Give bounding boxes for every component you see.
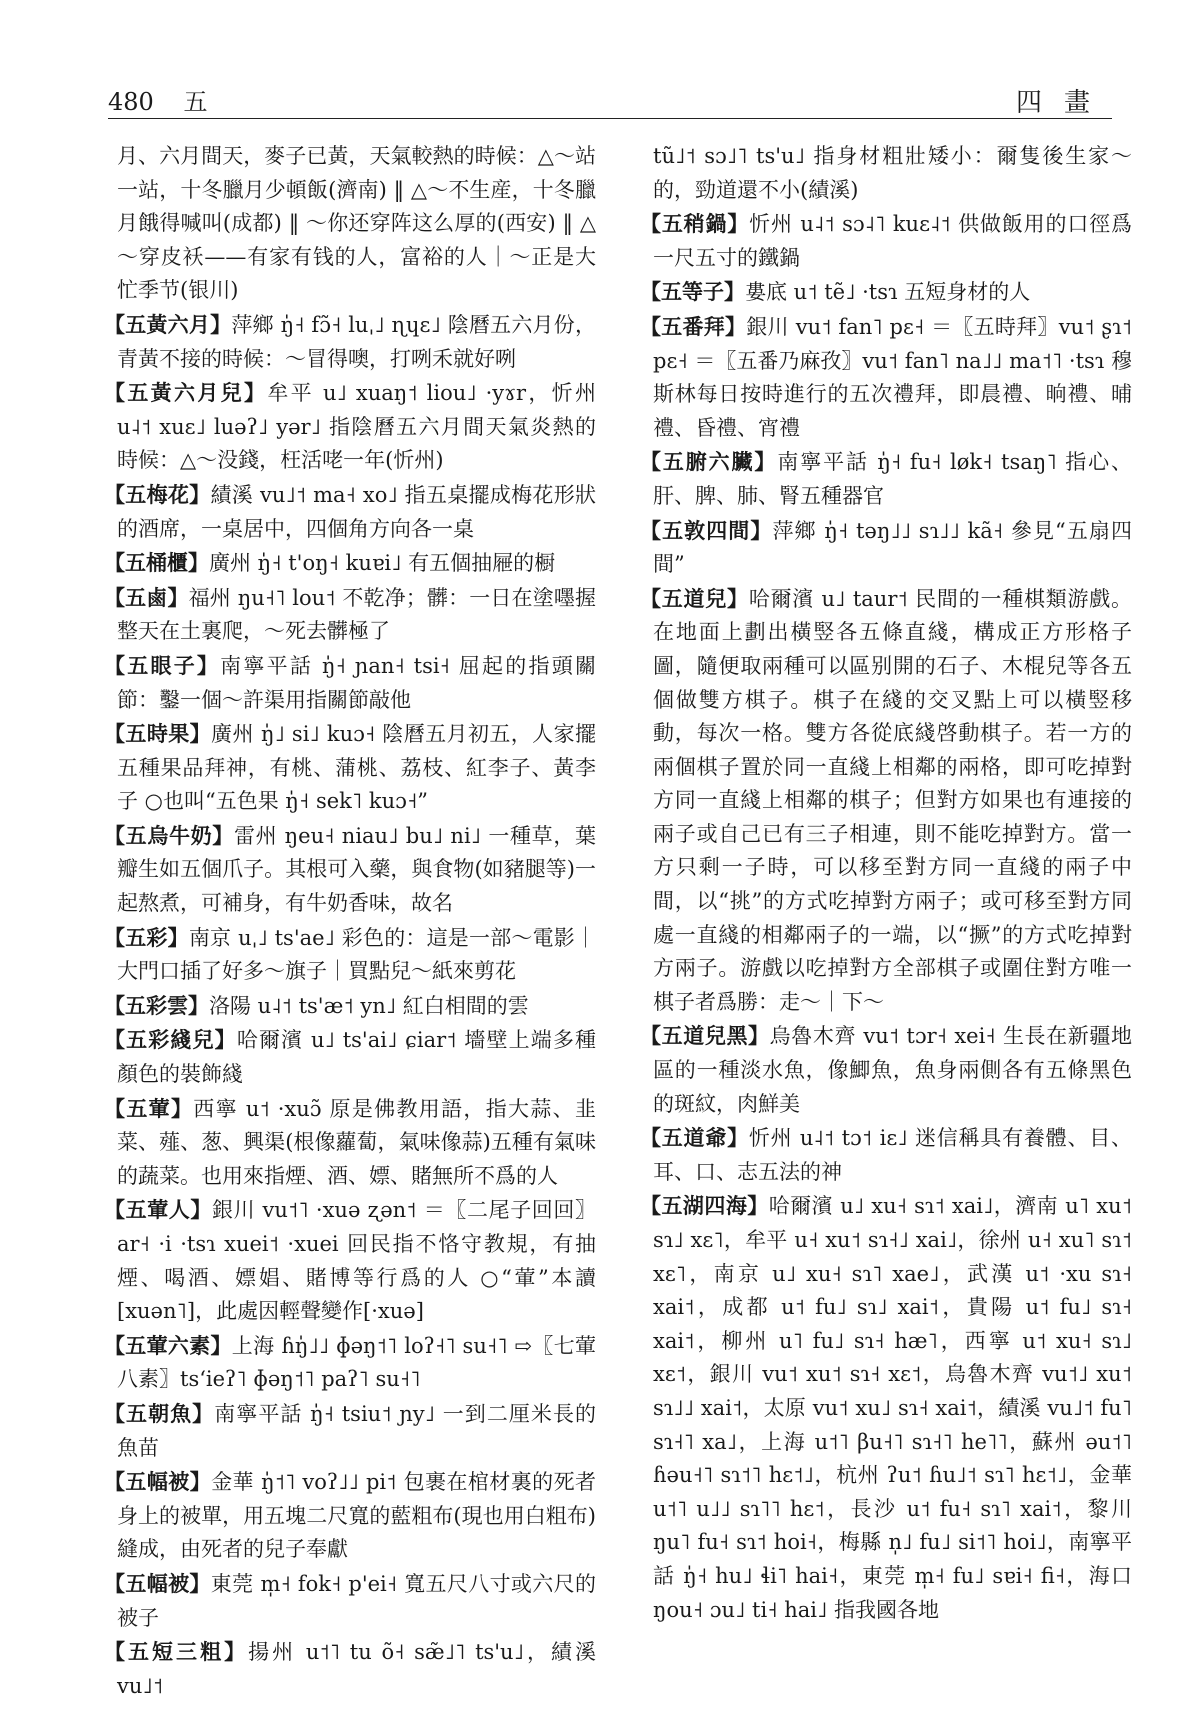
entry-text: 銀川 vu˦ fan˥ pɛ˧ ＝〖五時拜〗vu˦ ʂɿ˦ pɛ˧ ＝〖五番乃麻孜〗vu˦ fan˥ na˩˩ ma˦˥ ·tsɿ 穆斯林每日按時進行的五次禮拜，即晨禮、晌禮、晡禮、昏禮、宵禮 xyxy=(653,314,1133,440)
entry-headword: 【五腑六臟】 xyxy=(640,449,778,475)
dictionary-entry xyxy=(104,140,596,308)
entry-text: 南寧平話 ŋ̍˧ ɲan˧ tsi˧ 屈起的指頭關節：鑿一個～許渠用指關節敲他 xyxy=(117,653,596,712)
left-column xyxy=(104,140,596,1703)
entry-text: 銀川 vu˦˥ ·xuə ʐən˦ ＝〖二尾子回回〗 ar˧ ·i ·tsɿ xuei˦ ·xuei 回民指不恪守教規，有抽煙、喝酒、嫖娼、賭博等行爲的人 ○“葷”本讀[xuən˥]，此處因輕聲變作[·xuə] xyxy=(117,1198,597,1324)
page-number: 480 xyxy=(108,88,154,116)
dictionary-entry xyxy=(640,514,1132,582)
dictionary-entry xyxy=(104,1635,596,1703)
dictionary-entry xyxy=(640,275,1132,310)
dictionary-entry xyxy=(640,582,1132,1020)
entry-headword: 【五幅被】 xyxy=(104,1469,212,1495)
entry-headword: 【五桶櫃】 xyxy=(104,550,209,576)
entry-text: 上海 ɦŋ̍˩˩ ɸəŋ˦˥ loʔ˧˥ su˧˥ ⇨〖七葷八素〗tsʻieʔ˥ ɸəŋ˦˥ paʔ˥ su˧˥ xyxy=(117,1333,597,1392)
dictionary-entry xyxy=(104,1567,596,1635)
dictionary-entry xyxy=(104,581,596,649)
entry-headword: 【五眼子】 xyxy=(104,652,221,678)
entry-text: 雷州 ŋeu˧ niau˩ bu˩ ni˩ 一種草，葉瓣生如五個爪子。其根可入藥，與食物(如豬腿等)一起熬煮，可補身，有牛奶香味，故名 xyxy=(117,823,597,916)
dictionary-entry xyxy=(104,921,596,989)
entry-text: 哈爾濱 u˩ taur˦ 民間的一種棋類游戲。在地面上劃出橫竪各五條直綫，構成正方形格子圖，隨便取兩種可以區别開的石子、木棍兒等各五個做雙方棋子。棋子在綫的交叉點上可以橫竪移動，每次一格。雙方各從底綫啓動棋子。若一方的兩個棋子置於同一直綫上相鄰的兩格，即可吃掉對方同一直綫上相鄰的棋子；但對方如果也有連接的兩子或自己已有三子相連，則不能吃掉對方。當一方只剩一子時，可以移至對方同一直綫的兩子中間，以“挑”的方式吃掉對方兩子；或可移至對方同處一直綫的相鄰兩子的一端，以“撅”的方式吃掉對方兩子。游戲以吃掉對方全部棋子或圍住對方唯一棋子者爲勝：走～｜下～ xyxy=(653,586,1132,1014)
entry-headword: 【五烏牛奶】 xyxy=(104,822,234,848)
dictionary-entry xyxy=(104,989,596,1024)
entry-text: 揚州 u˦˥ tu õ˧ sæ̃˩˥ ts'u˩，績溪 vu˩˦ xyxy=(117,1640,596,1698)
entry-headword: 【五時果】 xyxy=(104,721,212,747)
entry-headword: 【五道兒黑】 xyxy=(640,1023,770,1049)
dictionary-entry xyxy=(104,546,596,581)
entry-headword: 【五番拜】 xyxy=(640,313,747,339)
dictionary-entry xyxy=(104,717,596,819)
dictionary-entry xyxy=(640,1189,1132,1627)
dictionary-entry xyxy=(104,1023,596,1091)
dictionary-entry xyxy=(640,1019,1132,1121)
entry-text: 西寧 u˦ ·xuɔ̃ 原是佛教用語，指大蒜、韭菜、薤、葱、興渠(根像蘿蔔，氣味像蒜)五種有氣味的蔬菜。也用來指煙、酒、嫖、賭無所不爲的人 xyxy=(117,1096,597,1188)
entry-headword: 【五梅花】 xyxy=(104,481,211,507)
dictionary-entry xyxy=(640,1121,1132,1189)
entry-headword: 【五稍鍋】 xyxy=(640,211,750,237)
entry-headword: 【五敦四間】 xyxy=(640,517,773,543)
dictionary-entry xyxy=(104,1329,596,1397)
page-header xyxy=(108,82,1112,118)
entry-text: 月、六月間天，麥子已黃，天氣較熱的時候：△～站一站，十冬臘月少頓飯(濟南) ‖ △～不生産，十冬臘月餓得喊叫(成都) ‖ ～你还穿阵这么厚的(西安) ‖ △～穿皮袄——有家有钱的人，富裕的人｜～正是大忙季节(银川) xyxy=(117,144,596,303)
entry-text: 廣州 ŋ̍˩ si˩ kuɔ˧ 陰曆五月初五，人家擺五種果品拜神，有桃、蒲桃、荔枝、紅李子、黃李子 ○也叫“五色果 ŋ̍˧ sek˥ kuɔ˧” xyxy=(117,722,596,814)
entry-text: 萍鄉 ŋ̍˧ təŋ˩˩ sɿ˩˩ kã˧ 參見“五扇四間” xyxy=(653,518,1132,577)
dictionary-entry xyxy=(104,649,596,717)
dictionary-entry xyxy=(640,140,1132,207)
entry-headword: 【五鹵】 xyxy=(104,584,189,610)
dictionary-entry xyxy=(640,207,1132,275)
entry-text: tũ˩˦ sɔ˩˥ ts'u˩ 指身材粗壯矮小：爾隻後生家～的，勁道還不小(績溪) xyxy=(653,144,1132,202)
entry-headword: 【五黃六月】 xyxy=(104,311,232,337)
entry-text: 南寧平話 ŋ̍˧ fu˧ løk˧ tsaŋ˥ 指心、肝、脾、肺、腎五種器官 xyxy=(653,450,1132,508)
page-head-char: 五 xyxy=(183,88,208,116)
entry-text: 福州 ŋu˧˥ lou˦ 不乾净；髒：一日在塗嚜握整天在土裏爬，～死去髒極了 xyxy=(117,585,596,644)
entry-text: 忻州 u˨˦ tɔ˦ iɛ˩ 迷信稱具有養體、目、耳、口、志五法的神 xyxy=(653,1126,1132,1184)
entry-headword: 【五葷六素】 xyxy=(104,1332,232,1358)
entry-text: 牟平 u˩ xuaŋ˦ liou˩ ·yɤr，忻州 u˨˦ xuɛ˩ luəʔ˩ yər˩ 指陰曆五六月間天氣炎熱的時候：△～没錢，枉活咾一年(忻州) xyxy=(117,381,597,473)
entry-text: 萍鄉 ŋ̍˧ fɔ̃˧ luˌ˩ ɳɥɛ˩ 陰曆五六月份，青黃不接的時候：～冒得噢，打咧禾就好咧 xyxy=(117,312,596,371)
dictionary-entry xyxy=(640,310,1132,445)
dictionary-entry xyxy=(104,1092,596,1194)
entry-text: 金華 ŋ̍˦˥ voʔ˩˩ pi˦ 包裹在棺材裏的死者身上的被單，用五塊二尺寬的藍粗布(現也用白粗布)縫成，由死者的兒子奉獻 xyxy=(117,1470,596,1562)
entry-text: 烏魯木齊 vu˦ tɔr˧ xei˧ 生長在新疆地區的一種淡水魚，像鯽魚，魚身兩側各有五條黑色的斑紋，肉鮮美 xyxy=(653,1024,1132,1116)
dictionary-entry xyxy=(640,445,1132,513)
entry-headword: 【五葷】 xyxy=(104,1095,194,1121)
entry-text: 南京 uˌ˩ ts'ae˩ 彩色的：這是一部～電影｜大門口插了好多～旗子｜買點兒～紙來剪花 xyxy=(117,925,596,984)
entry-headword: 【五等子】 xyxy=(640,279,745,305)
entry-headword: 【五黃六月兒】 xyxy=(104,380,268,406)
entry-text: 哈爾濱 u˩ xu˧ sɿ˦ xai˩，濟南 u˥ xu˦ sɿ˩ xɛ˥，牟平 u˧ xu˦ sɿ˧˩ xai˩，徐州 u˧ xu˥ sɿ˦ xɛ˥，南京 u˩ xu˧ sɿ˥ xae˩，武漢 u˦ ·xu sɿ˧ xai˦，成都 u˦ fu˩ sɿ˩ xai˦，貴陽 u˦ fu˩ sɿ˧ xai˦，柳州 u˥ fu˩ sɿ˧ hæ˥，西寧 u˦ xu˧ sɿ˩ xɛ˦，銀川 vu˦ xu˦ sɿ˧ xɛ˦，烏魯木齊 vu˦˩ xu˦ sɿ˩˩ xai˦，太原 vu˦ xu˩ sɿ˧ xai˦，績溪 vu˩˦ fu˥ sɿ˧˥ xa˩，上海 u˦˥ βu˧˥ sɿ˧˥ he˥˥，蘇州 əu˦˥ ɦəu˧˥ sɿ˦˥ hɛ˦˩，杭州 ʔu˦ ɦu˩˦ sɿ˥ hɛ˦˩，金華 u˦˥ u˩˩ sɿ˥˥ hɛ˦，長沙 u˦ fu˧ sɿ˥ xai˦，黎川 ŋu˥ fu˧ sɿ˦ hoi˧，梅縣 n̩˩ fu˩ si˦˥ hoi˩，南寧平話 ŋ̍˧ hu˩ ɬi˥ hai˧，東莞 m̩˧ fu˩ sɐi˧ fi˧，海口 ŋou˧ ɔu˩ ti˧ hai˩ 指我國各地 xyxy=(653,1194,1132,1622)
entry-headword: 【五短三粗】 xyxy=(104,1639,249,1665)
entry-text: 哈爾濱 u˩ ts'ai˩ ɕiar˦ 墻壁上端多種顏色的裝飾綫 xyxy=(117,1028,596,1087)
dictionary-entry xyxy=(104,1397,596,1465)
dictionary-entry xyxy=(104,1465,596,1567)
entry-headword: 【五彩雲】 xyxy=(104,992,209,1018)
entry-text: 廣州 ŋ̍˧ t'oŋ˧ kuɐi˩ 有五個抽屜的橱 xyxy=(209,551,556,576)
dictionary-entry xyxy=(104,308,596,376)
entry-headword: 【五道兒】 xyxy=(640,585,749,611)
header-rule xyxy=(108,118,1112,119)
entry-text: 東莞 m̩˧ fok˧ p'ei˧ 寬五尺八寸或六尺的被子 xyxy=(117,1571,596,1630)
entry-text: 南寧平話 ŋ̍˧ tsiu˦ ɲy˩ 一到二厘米長的魚苗 xyxy=(117,1401,596,1460)
entry-headword: 【五湖四海】 xyxy=(640,1193,769,1219)
entry-headword: 【五彩】 xyxy=(104,924,189,950)
dictionary-entry xyxy=(104,376,596,478)
entry-text: 績溪 vu˩˦ ma˧ xo˩ 指五桌擺成梅花形狀的酒席，一桌居中，四個角方向各一桌 xyxy=(117,482,597,541)
dictionary-entry xyxy=(104,819,596,921)
dictionary-entry xyxy=(104,478,596,546)
entry-headword: 【五葷人】 xyxy=(104,1197,213,1223)
entry-headword: 【五幅被】 xyxy=(104,1570,211,1596)
entry-headword: 【五彩綫兒】 xyxy=(104,1027,237,1053)
entry-headword: 【五道爺】 xyxy=(640,1125,749,1151)
page-number-area xyxy=(108,82,207,117)
entry-text: 忻州 u˨˦ sɔ˨˥ kuɛ˨˦ 供做飯用的口徑爲一尺五寸的鐵鍋 xyxy=(653,212,1132,270)
entry-text: 婁底 u˦ tẽ˩ ·tsɿ 五短身材的人 xyxy=(745,280,1031,305)
section-title: 四畫 xyxy=(1015,88,1112,118)
dictionary-entry xyxy=(104,1193,596,1328)
entry-text: 洛陽 u˨˦ ts'æ˦ yn˩ 紅白相間的雲 xyxy=(209,993,529,1018)
entry-headword: 【五朝魚】 xyxy=(104,1400,215,1426)
right-column xyxy=(640,140,1132,1627)
